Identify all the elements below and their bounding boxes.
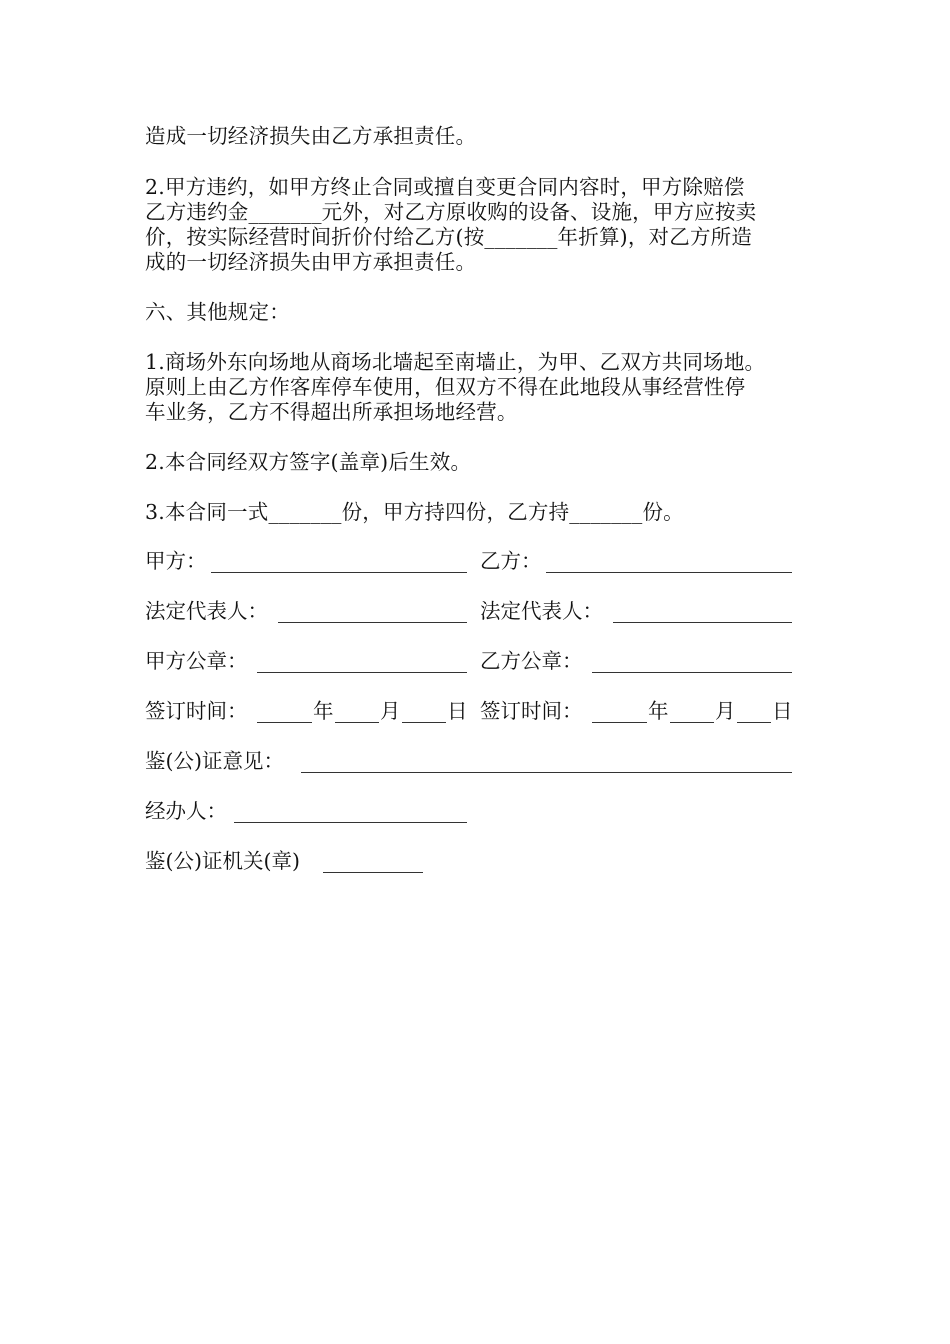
section-heading-other-provisions: 六、其他规定： <box>145 300 290 324</box>
notary-office-label: 鉴(公)证机关(章) <box>145 849 300 873</box>
signature-row-notary-office <box>145 849 825 875</box>
sign-date-a-year-blank[interactable] <box>257 722 312 723</box>
paragraph-copies-clause: 3.本合同一式_______份，甲方持四份，乙方持_______份。 <box>145 500 684 524</box>
paragraph-shared-site: 1.商场外东向场地从商场北墙起至南墙止，为甲、乙双方共同场地。 原则上由乙方作客库停车使用，但双方不得在此地段从事经营性停 车业务，乙方不得超出所承担场地经营。 <box>145 350 766 424</box>
seal-b-blank[interactable] <box>592 672 792 673</box>
paragraph-party-a-breach: 2.甲方违约，如甲方终止合同或擅自变更合同内容时，甲方除赔偿 乙方违约金_______元外，对乙方原收购的设备、设施，甲方应按卖 价，按实际经营时间折价付给乙方(按_______年折算)，对乙方所造 成的一切经济损失由甲方承担责任。 <box>145 175 757 274</box>
paragraph-liability-end: 造成一切经济损失由乙方承担责任。 <box>145 124 477 148</box>
signature-row-legal-rep <box>145 599 825 625</box>
paragraph-effective-clause: 2.本合同经双方签字(盖章)后生效。 <box>145 450 472 474</box>
sign-date-b-year-blank[interactable] <box>592 722 647 723</box>
notary-office-blank[interactable] <box>323 872 423 873</box>
signature-row-parties <box>145 549 825 575</box>
legal-rep-b-label: 法定代表人： <box>480 599 603 623</box>
signature-row-seals <box>145 649 825 675</box>
sign-date-b-month-unit: 月 <box>715 699 736 723</box>
sign-date-a-year-unit: 年 <box>313 699 334 723</box>
sign-date-a-label: 签订时间： <box>145 699 248 723</box>
sign-date-b-day-blank[interactable] <box>737 722 771 723</box>
signature-row-handler <box>145 799 825 825</box>
party-b-label: 乙方： <box>480 549 542 573</box>
signature-row-dates <box>145 699 825 725</box>
notary-opinion-blank[interactable] <box>301 772 792 773</box>
sign-date-a-month-blank[interactable] <box>335 722 379 723</box>
signature-row-notary-opinion <box>145 749 825 775</box>
sign-date-a-day-unit: 日 <box>447 699 468 723</box>
handler-blank[interactable] <box>234 822 467 823</box>
sign-date-b-year-unit: 年 <box>648 699 669 723</box>
sign-date-b-month-blank[interactable] <box>670 722 714 723</box>
sign-date-a-month-unit: 月 <box>380 699 401 723</box>
party-a-label: 甲方： <box>145 549 207 573</box>
handler-label: 经办人： <box>145 799 227 823</box>
seal-a-label: 甲方公章： <box>145 649 248 673</box>
sign-date-b-day-unit: 日 <box>772 699 793 723</box>
party-b-blank[interactable] <box>546 572 792 573</box>
legal-rep-a-blank[interactable] <box>278 622 467 623</box>
sign-date-b-label: 签订时间： <box>480 699 583 723</box>
notary-opinion-label: 鉴(公)证意见： <box>145 749 284 773</box>
legal-rep-b-blank[interactable] <box>613 622 792 623</box>
seal-a-blank[interactable] <box>257 672 467 673</box>
sign-date-a-day-blank[interactable] <box>402 722 446 723</box>
legal-rep-a-label: 法定代表人： <box>145 599 268 623</box>
seal-b-label: 乙方公章： <box>480 649 583 673</box>
party-a-blank[interactable] <box>211 572 467 573</box>
